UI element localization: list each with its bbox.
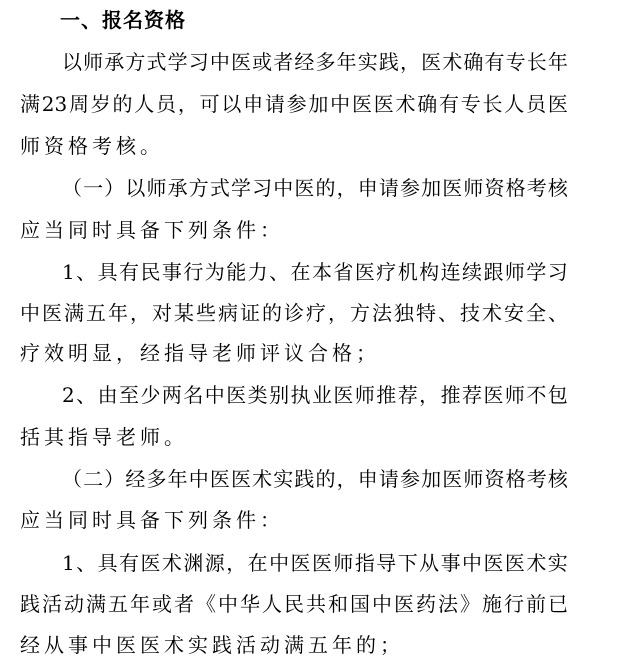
subsection-heading: （ 一 ） 以 师 承 方 式 学 习 中 医 的 ， 申 请 参 加 医 师 资 格 考 核: [62, 176, 568, 200]
section-heading: 一、报名资格: [60, 8, 186, 32]
subsection-heading: （ 二 ） 经 多 年 中 医 医 术 实 践 的 ， 申 请 参 加 医 师 资 格 考 核: [62, 467, 568, 491]
paragraph-line: 满 23 周 岁 的 人 员 ， 可 以 申 请 参 加 中 医 医 术 确 有 专 长 人 员 医: [20, 92, 568, 116]
list-item-line: 1 、 具 有 医 术 渊 源 ， 在 中 医 医 师 指 导 下 从 事 中 医 医 术 实: [62, 551, 568, 575]
list-item-line: 中 医 满 五 年 ， 对 某 些 病 证 的 诊 疗 ， 方 法 独 特 、 技 术 安 全 、: [20, 301, 568, 325]
list-item-line: 2 、 由 至 少 两 名 中 医 类 别 执 业 医 师 推 荐 ， 推 荐 医 师 不 包: [62, 383, 568, 407]
list-item-line: 1 、 具 有 民 事 行 为 能 力 、 在 本 省 医 疗 机 构 连 续 跟 师 学 习: [62, 260, 568, 284]
paragraph-line: 应当同时具备下列条件：: [20, 508, 284, 532]
paragraph-line: 以 师 承 方 式 学 习 中 医 或 者 经 多 年 实 践 ， 医 术 确 有 专 长 年: [62, 50, 568, 74]
paragraph-line: 应当同时具备下列条件：: [20, 218, 284, 242]
list-item-line: 经从事中医医术实践活动满五年的；: [20, 633, 404, 657]
list-item-line: 践 活 动 满 五 年 或 者 《 中 华 人 民 共 和 国 中 医 药 法 》 施 行 前 已: [20, 592, 568, 616]
list-item-line: 疗效明显，经指导老师评议合格；: [20, 341, 380, 365]
list-item-line: 括其指导老师。: [20, 425, 188, 449]
paragraph-line: 师资格考核。: [20, 134, 164, 158]
